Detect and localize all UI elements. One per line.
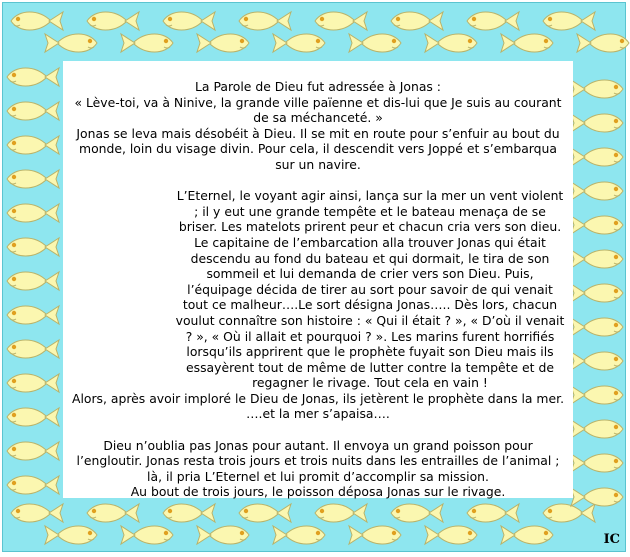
paragraph-thrown: Alors, après avoir imploré le Dieu de Jonas, ils jetèrent le prophète dans la mer. <box>71 390 565 406</box>
yellow-fish-icon <box>119 521 179 549</box>
yellow-fish-icon <box>569 245 629 273</box>
yellow-fish-icon <box>569 75 629 103</box>
yellow-fish-icon <box>1 165 61 193</box>
yellow-fish-icon <box>569 483 629 511</box>
yellow-fish-icon <box>423 29 483 57</box>
paragraph-flight: Jonas se leva mais désobéit à Dieu. Il se mit en route pour s’enfuir au bout du monde, loin du visage divin. Pour cela, il descendit vers Joppé et s’embarqua sur un navire. <box>76 125 560 172</box>
yellow-fish-icon <box>1 267 61 295</box>
yellow-fish-icon <box>195 521 255 549</box>
yellow-fish-icon <box>1 437 61 465</box>
yellow-fish-icon <box>1 403 61 431</box>
yellow-fish-icon <box>1 199 61 227</box>
paragraph-storm: L’Eternel, le voyant agir ainsi, lança sur la mer un vent violent ; il y eut une grande tempête et le bateau menaça de se briser. Les matelots prirent peur et chacun cria vers son dieu. Le capitaine de l’embarcation alla trouver Jonas qui était descendu au fond du bateau et qui dormait, le tira de son sommeil et lui demanda de crier vers son Dieu. Puis, l’équipage décida de tirer au sort pour savoir de qui venait tout ce malheur….Le sort désigna Jonas….. Dès lors, chacun voulut connaître son histoire : « Qui il était ? », « D’où il venait ? », « Où il allait et pourquoi ? ». Les marins furent horrifiés lorsqu’ils apprirent que le prophète fuyait son Dieu mais ils essayèrent tout de même de lutter contre la tempête et de regagner le rivage. Tout cela en vain ! <box>175 188 565 391</box>
yellow-fish-icon <box>569 381 629 409</box>
yellow-fish-icon <box>195 29 255 57</box>
yellow-fish-icon <box>1 63 61 91</box>
yellow-fish-icon <box>347 521 407 549</box>
yellow-fish-icon <box>43 29 103 57</box>
yellow-fish-icon <box>569 177 629 205</box>
yellow-fish-icon <box>1 335 61 363</box>
yellow-fish-icon <box>575 29 630 57</box>
yellow-fish-icon <box>1 369 61 397</box>
paragraph-calm: ….et la mer s’apaisa…. <box>246 406 390 422</box>
yellow-fish-icon <box>569 279 629 307</box>
yellow-fish-icon <box>569 313 629 341</box>
yellow-fish-icon <box>569 143 629 171</box>
yellow-fish-icon <box>1 97 61 125</box>
yellow-fish-icon <box>569 415 629 443</box>
yellow-fish-icon <box>271 521 331 549</box>
yellow-fish-icon <box>423 521 483 549</box>
yellow-fish-icon <box>43 521 103 549</box>
paragraph-intro: La Parole de Dieu fut adressée à Jonas : <box>195 79 441 94</box>
yellow-fish-icon <box>569 449 629 477</box>
paragraph-quote: « Lève-toi, va à Ninive, la grande ville païenne et dis-lui que Je suis au courant de sa méchanceté. » <box>74 94 562 126</box>
yellow-fish-icon <box>1 131 61 159</box>
yellow-fish-icon <box>119 29 179 57</box>
yellow-fish-icon <box>1 471 61 499</box>
yellow-fish-icon <box>1 301 61 329</box>
yellow-fish-icon <box>569 347 629 375</box>
yellow-fish-icon <box>499 29 559 57</box>
paragraph-fish: Dieu n’oublia pas Jonas pour autant. Il envoya un grand poisson pour l’engloutir. Jonas resta trois jours et trois nuits dans les entrailles de l’animal ; là, il pria L’Eternel et lui promit d’accomplir sa mission. <box>76 437 560 484</box>
fish-border-frame <box>2 2 626 552</box>
yellow-fish-icon <box>347 29 407 57</box>
story-text <box>71 79 565 500</box>
story-panel <box>63 61 573 498</box>
yellow-fish-icon <box>499 521 559 549</box>
signature-initials: IC <box>603 532 620 547</box>
yellow-fish-icon <box>569 109 629 137</box>
yellow-fish-icon <box>569 211 629 239</box>
yellow-fish-icon <box>1 233 61 261</box>
yellow-fish-icon <box>271 29 331 57</box>
paragraph-shore: Au bout de trois jours, le poisson déposa Jonas sur le rivage. <box>130 484 506 500</box>
